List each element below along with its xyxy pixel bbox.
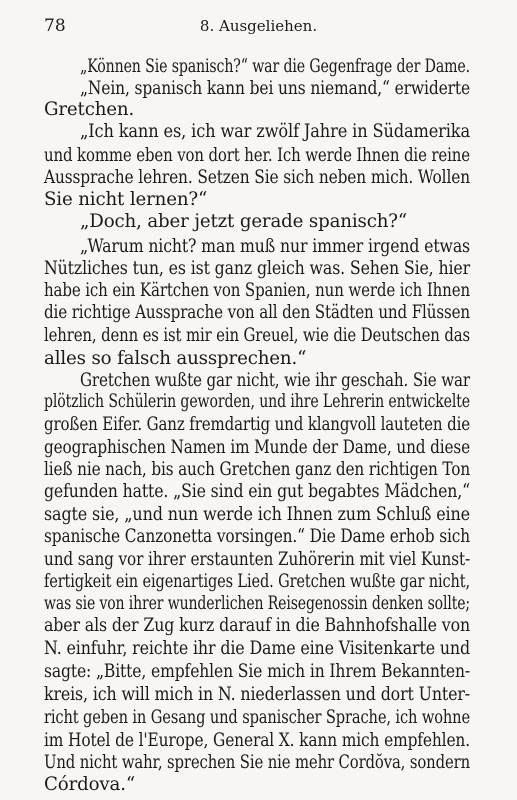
text-line-content: und komme eben von dort her. Ich werde Ihnen die reine xyxy=(44,145,470,166)
text-line-content: richt geben in Gesang und spanischer Sprache, ich wohne xyxy=(44,707,470,728)
text-line-content: sagte sie, „und nun werde ich Ihnen zum Schluß eine xyxy=(44,504,470,525)
text-line-content: „Können Sie spanisch?“ war die Gegenfrage der Dame. xyxy=(80,56,470,77)
text-line-content: N. einfuhr, reichte ihr die Dame eine Visitenkarte und xyxy=(44,638,470,659)
text-line-content: die richtige Aussprache von all den Städten und Flüssen xyxy=(44,302,470,323)
text-line-content: im Hotel de l'Europe, General X. kann mich empfehlen. xyxy=(44,730,470,751)
page-number: 78 xyxy=(44,16,66,36)
page-header xyxy=(0,16,517,38)
text-line-content: „Warum nicht? man muß nur immer irgend etwas xyxy=(80,236,470,257)
text-line-content: Gretchen. xyxy=(44,99,135,120)
text-line-content: Nützliches tun, es ist ganz gleich was. Sehen Sie, hier xyxy=(44,258,470,279)
text-line-content: gefunden hatte. „Sie sind ein gut begabtes Mädchen,“ xyxy=(44,481,470,502)
text-line-content: „Doch, aber jetzt gerade spanisch?“ xyxy=(80,211,408,232)
text-line-content: Córdova.“ xyxy=(44,774,135,795)
text-line-content: großen Eifer. Ganz fremdartig und klangvoll lauteten die xyxy=(44,414,470,435)
text-line-content: fertigkeit ein eigenartiges Lied. Gretchen wußte gar nicht, xyxy=(44,571,470,592)
text-line-content: aber als der Zug kurz darauf in die Bahnhofshalle von xyxy=(44,615,470,636)
text-line-content: spanische Canzonetta vorsingen.“ Die Dame erhob sich xyxy=(44,526,470,547)
text-line-content: habe ich ein Kärtchen von Spanien, nun werde ich Ihnen xyxy=(44,280,470,301)
text-line-content: Und nicht wahr, sprechen Sie nie mehr Cordŏva, sondern xyxy=(44,752,470,773)
text-line-content: ließ nie nach, bis auch Gretchen ganz den richtigen Ton xyxy=(44,459,470,480)
text-line-content: sagte: „Bitte, empfehlen Sie mich in Ihrem Bekannten- xyxy=(44,661,470,682)
text-line-content: „Ich kann es, ich war zwölf Jahre in Südamerika xyxy=(80,121,470,142)
text-line-content: und sang vor ihrer erstaunten Zuhörerin mit viel Kunst- xyxy=(44,549,470,570)
text-line-content: lehren, denn es ist mir ein Greuel, wie die Deutschen das xyxy=(44,325,470,346)
text-line-content: Gretchen wußte gar nicht, wie ihr geschah. Sie war xyxy=(80,370,470,391)
text-line-content: alles so falsch aussprechen.“ xyxy=(44,348,307,369)
text-line-content: geographischen Namen im Munde der Dame, und diese xyxy=(44,437,470,458)
text-line-content: kreis, ich will mich in N. niederlassen und dort Unter- xyxy=(44,684,470,705)
text-line-content: „Nein, spanisch kann bei uns niemand,“ erwiderte xyxy=(80,78,470,99)
text-line-content: Aussprache lehren. Setzen Sie sich neben mich. Wollen xyxy=(44,167,470,188)
text-line-content: Sie nicht lernen?“ xyxy=(44,189,208,210)
running-head: 8. Ausgeliehen. xyxy=(199,17,318,35)
text-line-content: plötzlich Schülerin geworden, und ihre Lehrerin entwickelte xyxy=(44,391,470,412)
text-line-content: was sie von ihrer wunderlichen Reisegenossin denken sollte; xyxy=(44,593,470,614)
